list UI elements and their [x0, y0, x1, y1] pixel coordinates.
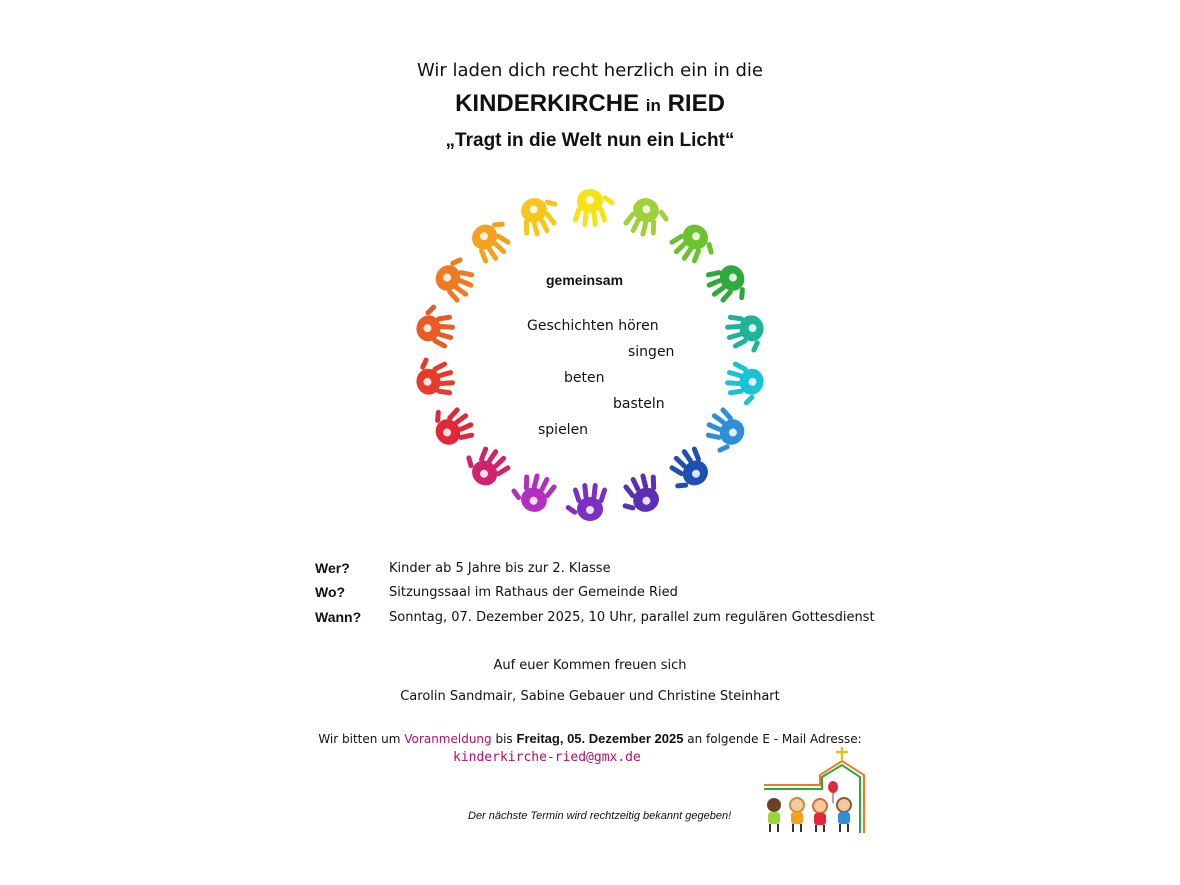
page-title	[0, 90, 1180, 118]
handprint-icon	[701, 257, 756, 313]
title-in: in	[645, 96, 661, 115]
balloon-icon	[828, 781, 838, 793]
handprint-icon	[565, 483, 608, 521]
registration-highlight: Voranmeldung	[404, 732, 492, 746]
motto: „Tragt in die Welt nun ein Licht“	[445, 130, 735, 151]
handprint-icon	[506, 467, 559, 518]
email-link[interactable]: kinderkirche-ried@gmx.de	[453, 750, 641, 765]
info-label-who: Wer?	[315, 560, 350, 576]
info-label-where: Wo?	[315, 584, 346, 600]
registration-deadline: Freitag, 05. Dezember 2025	[516, 731, 684, 746]
registration-text: bis	[491, 732, 517, 746]
organizers: Carolin Sandmair, Sabine Gebauer und Christine Steinhart	[400, 689, 780, 704]
info-value-when: Sonntag, 07. Dezember 2025, 10 Uhr, parallel zum regulären Gottesdienst	[389, 610, 875, 625]
title-ried: RIED	[667, 90, 725, 117]
info-label-when: Wann?	[315, 609, 362, 625]
thanks-text: Auf euer Kommen freuen sich	[493, 658, 687, 673]
info-value-where: Sitzungssaal im Rathaus der Gemeinde Ried	[389, 585, 678, 600]
handprint-icon	[513, 190, 566, 241]
activity-item: spielen	[538, 422, 589, 438]
next-date-note: Der nächste Termin wird rechtzeitig bekannt gegeben!	[468, 810, 732, 822]
activity-item: basteln	[613, 396, 665, 412]
handprint-icon	[665, 216, 722, 273]
handprint-icon	[659, 442, 716, 499]
activity-item: beten	[564, 370, 605, 386]
handprint-icon	[613, 469, 666, 520]
handprint-icon	[412, 352, 457, 401]
handprint-icon	[721, 360, 766, 409]
handprint-icon	[458, 437, 515, 494]
handprint-icon	[425, 397, 480, 453]
children-icon	[767, 798, 851, 832]
handprint-icon	[463, 212, 520, 269]
activities-header: gemeinsam	[546, 272, 624, 288]
registration-note	[0, 731, 1180, 746]
handprint-icon	[414, 301, 459, 350]
intro-text: Wir laden dich recht herzlich ein in die	[417, 60, 763, 81]
handprint-icon	[620, 193, 673, 244]
handprint-icon	[429, 250, 484, 306]
handprint-icon	[723, 309, 768, 358]
handprint-icon	[572, 189, 615, 227]
church-with-children-icon	[760, 745, 868, 835]
handprint-icon	[697, 404, 752, 460]
handprint-wreath	[400, 175, 780, 535]
info-value-who: Kinder ab 5 Jahre bis zur 2. Klasse	[389, 561, 611, 576]
activity-item: singen	[628, 344, 675, 360]
registration-text: Wir bitten um	[318, 732, 405, 746]
title-kinderkirche: KINDERKIRCHE	[455, 90, 640, 117]
registration-text: an folgende E - Mail Adresse:	[683, 732, 862, 746]
activity-item: Geschichten hören	[527, 318, 659, 334]
